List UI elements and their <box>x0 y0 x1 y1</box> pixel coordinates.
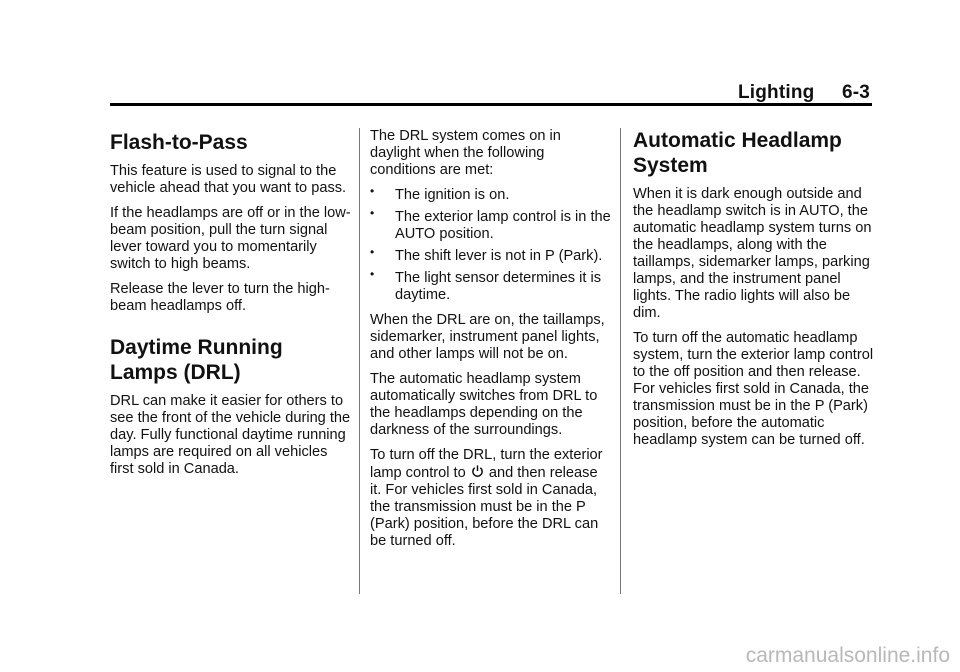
conditions-list <box>370 184 612 304</box>
paragraph: DRL can make it easier for others to see the front of the vehicle during the day. Fully functional daytime running lamps are required on all vehicles first sold in Canada. <box>110 393 351 477</box>
paragraph: If the headlamps are off or in the low-beam position, pull the turn signal lever toward you to momentarily switch to high beams. <box>110 205 351 272</box>
header-rule <box>110 103 872 106</box>
page-header <box>738 82 870 104</box>
heading-drl: Daytime Running Lamps (DRL) <box>110 336 283 384</box>
paragraph: When it is dark enough outside and the headlamp switch is in AUTO, the automatic headlamp system turns on the headlamps, along with the taillamps, sidemarker lamps, parking lamps, and the instrument panel lights. The radio lights will also be dim. <box>633 186 872 321</box>
page-number: 6-3 <box>841 82 870 103</box>
list-item: • The ignition is on. <box>370 184 510 203</box>
column-2 <box>370 128 612 558</box>
list-item: • The light sensor determines it is daytime. <box>370 267 602 303</box>
section-title: Lighting <box>737 82 815 103</box>
bullet-icon: • <box>370 267 375 281</box>
bullet-icon: • <box>370 184 375 198</box>
list-item: • The shift lever is not in P (Park). <box>370 245 603 264</box>
bullet-icon: • <box>370 245 375 259</box>
column-1 <box>110 128 352 486</box>
paragraph: To turn off the automatic headlamp system, turn the exterior lamp control to the off position and then release. For vehicles first sold in Canada, the transmission must be in the P (Park) position, before the automatic headlamp system can be turned off. <box>633 330 874 448</box>
list-item: • The exterior lamp control is in the AUTO position. <box>370 206 611 242</box>
column-3 <box>633 128 875 457</box>
heading-automatic-headlamp: Automatic Headlamp System <box>633 129 842 177</box>
bullet-icon: • <box>370 206 375 220</box>
column-divider-1 <box>359 128 360 594</box>
paragraph: This feature is used to signal to the vehicle ahead that you want to pass. <box>110 163 347 196</box>
paragraph: When the DRL are on, the taillamps, sidemarker, instrument panel lights, and other lamps will not be on. <box>370 312 605 362</box>
paragraph-with-icon: To turn off the DRL, turn the exterior lamp control to and then release it. For vehicles first sold in Canada, the transmission must be in the P (Park) position, before the DRL can be turned off. <box>370 447 603 549</box>
power-off-icon <box>471 464 484 478</box>
paragraph: The automatic headlamp system automatically switches from DRL to the headlamps depending on the darkness of the surroundings. <box>370 371 598 438</box>
paragraph: The DRL system comes on in daylight when the following conditions are met: <box>370 128 561 178</box>
heading-flash-to-pass: Flash-to-Pass <box>110 131 248 154</box>
column-divider-2 <box>620 128 621 594</box>
watermark-text: carmanualsonline.info <box>745 644 950 667</box>
paragraph: Release the lever to turn the high-beam headlamps off. <box>110 281 330 314</box>
